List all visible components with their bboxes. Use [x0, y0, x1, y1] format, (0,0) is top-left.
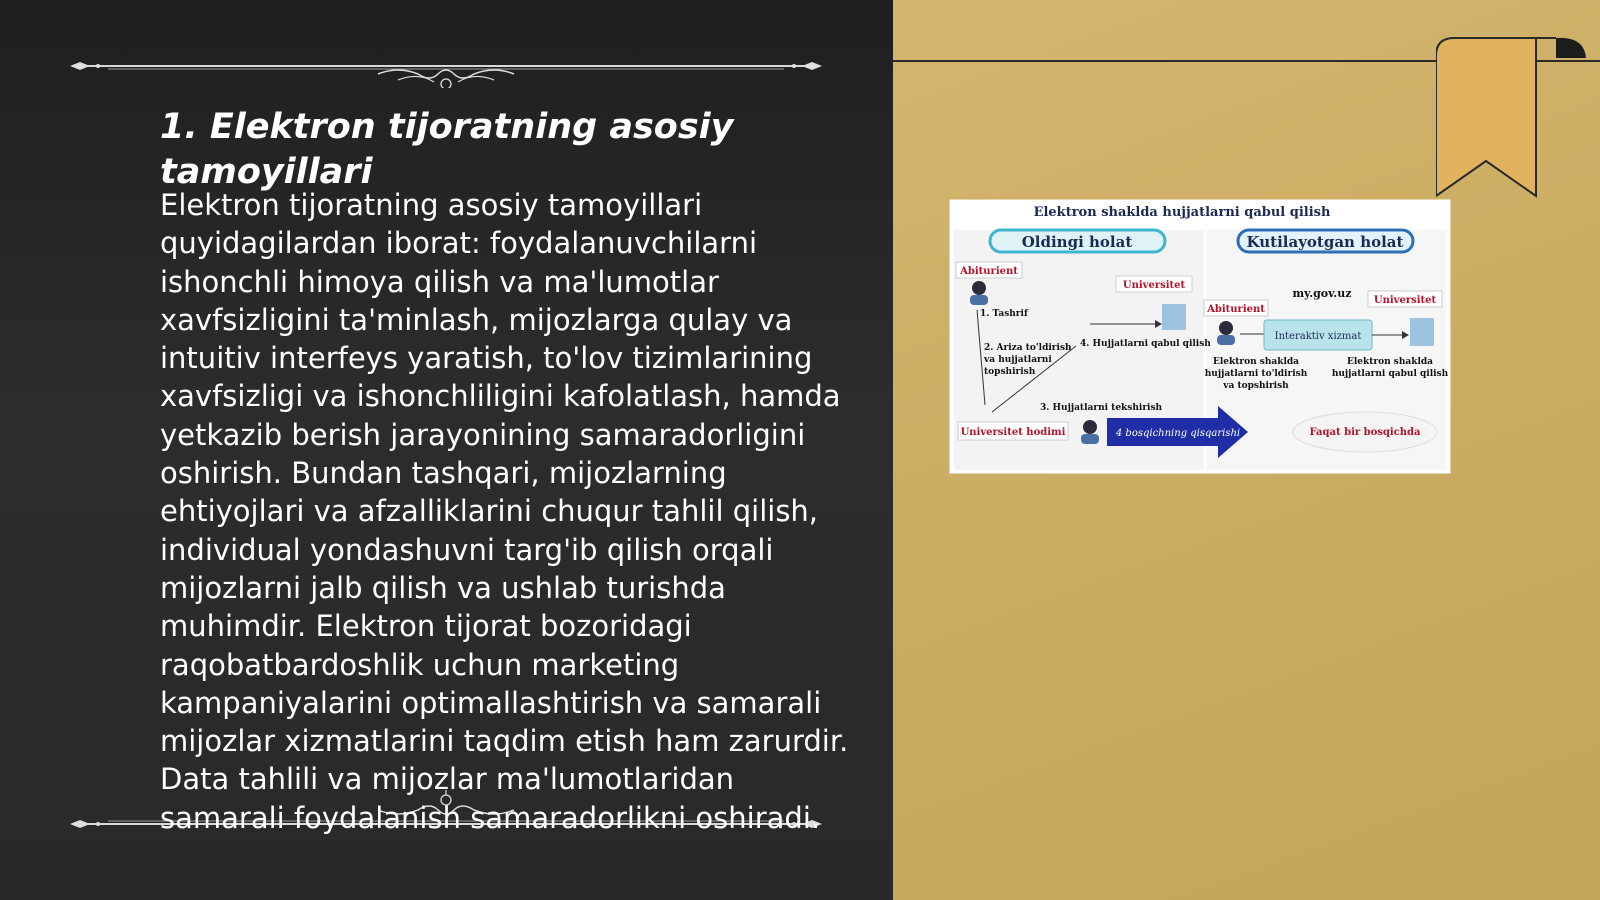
diagram-step4: 4. Hujjatlarni qabul qilish [1080, 339, 1211, 349]
diagram-universitet-2: Universitet [1373, 295, 1437, 306]
diagram-staff: Universitet hodimi [960, 427, 1066, 438]
diagram-abiturient-1: Abiturient [960, 266, 1018, 277]
diagram-right-header: Kutilayotgan holat [1246, 233, 1404, 251]
bookmark-ribbon-icon [1436, 36, 1586, 201]
diagram-note1-line1: Elektron shaklda [1212, 357, 1300, 367]
diagram-step2-line3: topshirish [984, 367, 1036, 377]
diagram-left-header: Oldingi holat [1021, 233, 1133, 251]
diagram-universitet-1: Universitet [1122, 280, 1186, 291]
process-diagram-image [950, 200, 1450, 473]
diagram-step1: 1. Tashrif [980, 309, 1028, 319]
slide-title: 1. Elektron tijoratning asosiy tamoyillari [160, 107, 734, 192]
diagram-title: Elektron shaklda hujjatlarni qabul qilish [1033, 205, 1331, 220]
diagram-interactive: Interaktiv xizmat [1274, 331, 1362, 342]
slide-body-text: Elektron tijoratning asosiy tamoyillari quyidagilardan iborat: foydalanuvchilarni ishonchli himoya qilish va ma'lumotlar xavfsizligini ta'minlash, mijozlarga qulay va intuitiv interfeys yaratish, to'lov tizimlarining xavfsizligi va ishonchliligini kafolatlash, hamda yetkazib berish jarayonining samaradorligini oshirish. Bundan tashqari, mijozlarning ehtiyojlari va afzalliklarini chuqur tahlil qilish, individual yondashuvni targ'ib qilish orqali mijozlarni jalb qilish va ushlab turishda muhimdir. Elektron tijorat bozoridagi raqobatbardoshlik uchun marketing kampaniyalarini optimallashtirish va samarali mijozlar xizmatlarini taqdim etish ham zarurdir. Data tahlili va mijozlar ma'lumotlaridan samarali foydalanish samaradorlikni oshiradi. [160, 188, 849, 835]
diagram-arrow-text: 4 bosqichning qisqarishi [1115, 428, 1241, 439]
diagram-note2-line2: hujjatlarni qabul qilish [1331, 369, 1449, 379]
diagram-note2-line1: Elektron shaklda [1346, 357, 1434, 367]
diagram-note1-line2: hujjatlarni to'ldirish [1204, 369, 1308, 379]
diagram-abiturient-2: Abiturient [1207, 304, 1265, 315]
diagram-step2-line2: va hujjatlarni [984, 355, 1052, 365]
diagram-site: my.gov.uz [1292, 287, 1352, 300]
top-ornament-divider [68, 48, 824, 88]
diagram-note1-line3: va topshirish [1223, 381, 1289, 391]
diagram-cloud-text: Faqat bir bosqichda [1309, 427, 1421, 438]
diagram-step3: 3. Hujjatlarni tekshirish [1040, 403, 1163, 413]
diagram-step2-line1: 2. Ariza to'ldirish [984, 343, 1072, 353]
